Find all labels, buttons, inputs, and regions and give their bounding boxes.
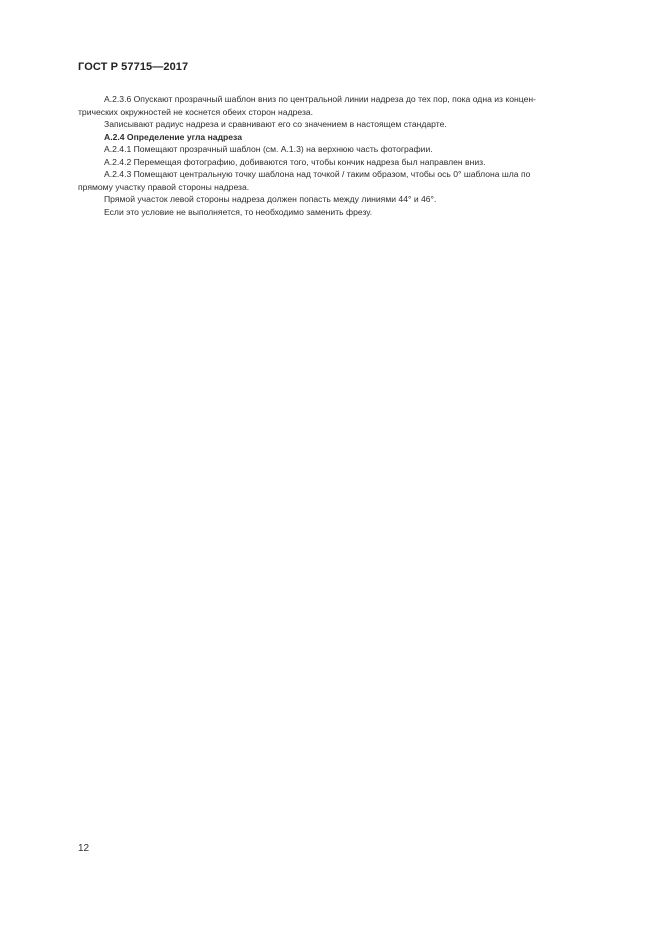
paragraph-line: трических окружностей не коснется обеих сторон надреза. (78, 106, 314, 117)
paragraph-a-2-3-6 (78, 93, 616, 118)
paragraph-a-2-4-3 (78, 168, 616, 193)
paragraph-a-2-4-2: А.2.4.2 Перемещая фотографию, добиваются того, чтобы кончик надреза был направлен вниз. (104, 156, 486, 167)
standard-header: ГОСТ Р 57715—2017 (78, 61, 189, 73)
paragraph-record-radius: Записывают радиус надреза и сравнивают его со значением в настоящем стандарте. (104, 119, 447, 129)
section-heading-a-2-4: А.2.4 Определение угла надреза (104, 131, 242, 142)
paragraph-line: прямому участку правой стороны надреза. (78, 181, 250, 192)
paragraph-replace-cutter: Если это условие не выполняется, то необходимо заменить фрезу. (104, 206, 373, 217)
paragraph-left-side: Прямой участок левой стороны надреза должен попасть между линиями 44° и 46°. (104, 194, 437, 204)
paragraph-line: А.2.4.3 Помещают центральную точку шаблона над точкой / таким образом, чтобы ось 0° шаблона шла по (104, 169, 531, 179)
page-number: 12 (78, 843, 90, 854)
document-body (78, 93, 616, 218)
paragraph-a-2-4-1: А.2.4.1 Помещают прозрачный шаблон (см. А.1.3) на верхнюю часть фотографии. (104, 144, 433, 154)
paragraph-line: А.2.3.6 Опускают прозрачный шаблон вниз по центральной линии надреза до тех пор, пока одна из концен- (104, 94, 536, 104)
